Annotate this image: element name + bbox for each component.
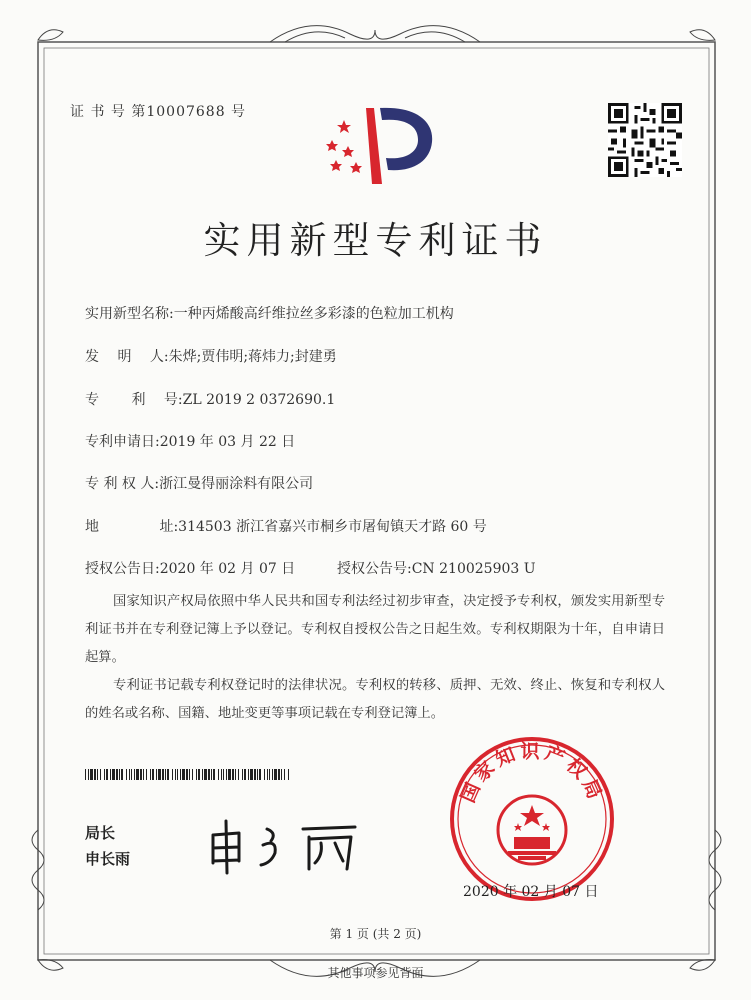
field-label: 专利申请日: [85, 434, 160, 450]
field-label: 授权公告号: [337, 561, 412, 577]
seal-text: 国家知识产权局 [456, 740, 608, 806]
field-value: 2020 年 02 月 07 日 [159, 561, 296, 577]
body-paragraph: 国家知识产权局依照中华人民共和国专利法经过初步审查，决定授予专利权，颁发实用新型专利证书并在专利登记簿上予以登记。专利权自授权公告之日起生效。专利权期限为十年，自申请日起算。 [85, 594, 665, 665]
barcode [85, 769, 291, 780]
field-label: 授权公告日: [85, 561, 160, 577]
field-label: 实用新型名称: [85, 306, 174, 322]
footer-note: 其他事项参见背面 [327, 966, 424, 980]
field-value: CN 210025903 U [411, 561, 536, 577]
certificate-title: 实用新型专利证书 [203, 219, 548, 262]
field-label: 专 利 权 人: [85, 476, 160, 492]
field-inventor [85, 346, 337, 366]
patent-office-logo [322, 96, 438, 190]
director-signature [205, 815, 375, 875]
field-address [85, 516, 487, 536]
field-value: ZL 2019 2 0372690.1 [182, 392, 336, 408]
body-paragraph: 专利证书记载专利权登记时的法律状况。专利权的转移、质押、无效、终止、恢复和专利权人的姓名或名称、国籍、地址变更等事项记载在专利登记簿上。 [85, 678, 665, 721]
field-value: 浙江曼得丽涂料有限公司 [159, 476, 314, 492]
director-name: 申长雨 [85, 850, 131, 868]
field-value: 2019 年 03 月 22 日 [159, 434, 296, 450]
field-label: 地 址: [85, 519, 179, 535]
director-title: 局长 [85, 824, 116, 842]
official-seal [448, 735, 616, 903]
field-grant-announcement-date [85, 558, 295, 578]
field-value: 一种丙烯酸高纤维拉丝多彩漆的色粒加工机构 [173, 306, 454, 322]
page-number: 第 1 页 (共 2 页) [329, 927, 422, 941]
certificate-body [85, 588, 665, 728]
field-value: 朱烨;贾伟明;蒋炜力;封建勇 [168, 349, 337, 365]
field-value: 314503 浙江省嘉兴市桐乡市屠甸镇天才路 60 号 [178, 519, 487, 535]
field-patent-number [85, 389, 335, 409]
field-application-date [85, 431, 295, 451]
seal-date: 2020 年 02 月 07 日 [463, 884, 599, 900]
field-label: 发 明 人: [85, 349, 169, 365]
field-utility-model-name [85, 303, 454, 323]
field-grant-announcement-number [337, 558, 536, 578]
certificate-number: 证 书 号 第10007688 号 [70, 104, 247, 120]
field-label: 专 利 号: [85, 392, 183, 408]
field-patentee [85, 473, 313, 493]
qr-code [608, 103, 682, 177]
